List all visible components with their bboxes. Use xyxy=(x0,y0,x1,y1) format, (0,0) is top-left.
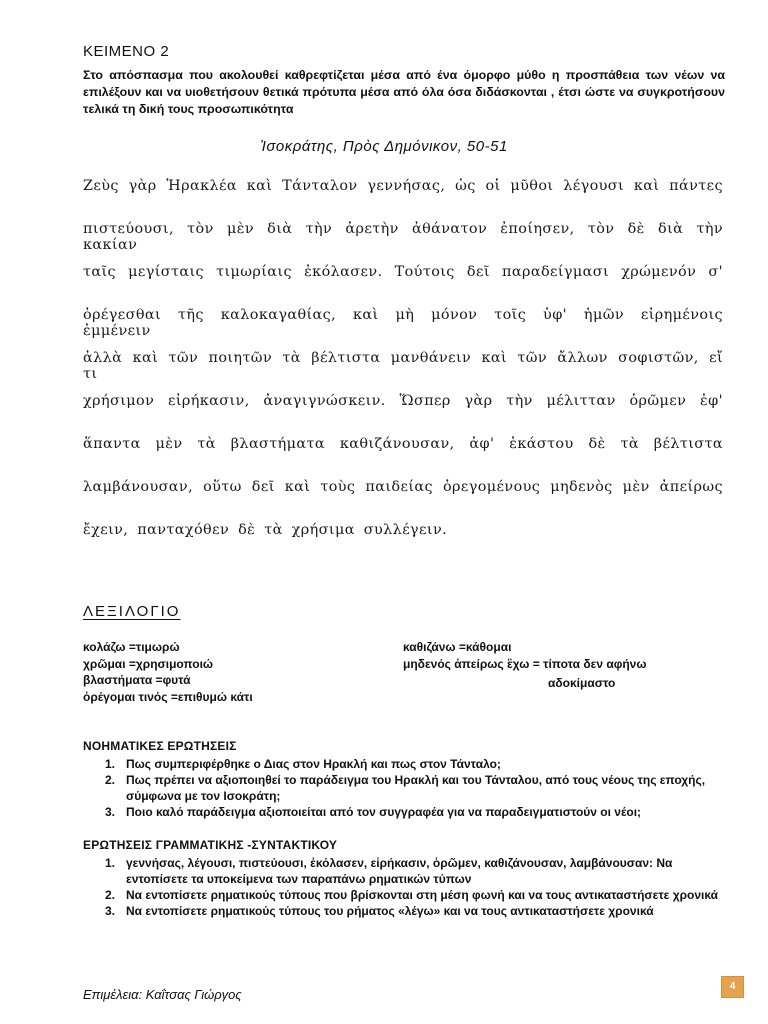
glossary-entry: χρῶμαι =χρησιμοποιώ xyxy=(83,656,214,671)
question-text: Πως συμπεριφέρθηκε ο Διας στον Ηρακλή και πως στον Τάνταλο; xyxy=(126,757,501,771)
passage-line: χρήσιμον εἰρήκασιν, ἀναγιγνώσκειν. Ὥσπερ γὰρ τὴν μέλιτταν ὁρῶμεν ἐφ' xyxy=(83,393,723,409)
question-number: 2. xyxy=(105,888,116,902)
passage-line: Ζεὺς γὰρ Ἡρακλέα καὶ Τάνταλον γεννήσας, ὡς οἱ μῦθοι λέγουσι καὶ πάντες xyxy=(83,178,723,194)
glossary-entry: βλαστήματα =φυτά xyxy=(83,673,191,687)
question-item xyxy=(83,756,728,772)
passage-line: ὀρέγεσθαι τῆς καλοκαγαθίας, καὶ μὴ μόνον τοῖς ὑφ' ἡμῶν εἰρημένοις ἐμμένειν xyxy=(83,307,723,339)
question-number: 3. xyxy=(105,805,116,819)
comprehension-questions-title: ΝΟΗΜΑΤΙΚΕΣ ΕΡΩΤΗΣΕΙΣ xyxy=(83,739,237,753)
question-item xyxy=(83,855,728,887)
glossary-left-column xyxy=(83,639,253,705)
question-number: 1. xyxy=(105,856,116,870)
intro-text: Στο απόσπασμα που ακολουθεί καθρεφτίζεται μέσα από ένα όμορφο μύθο η προσπάθεια των νέων να επιλέξουν και να υιοθετήσουν θετικά πρότυπα μέσα από όλα όσα διδάσκονται , έτσι ώστε να συγκροτήσουν τελικά τη δική τους προσωπικότητα xyxy=(83,68,725,116)
glossary-entry-continuation: αδοκίμαστο xyxy=(548,676,616,690)
page-number-badge: 4 xyxy=(721,976,744,998)
question-number: 2. xyxy=(105,773,116,787)
passage-line: λαμβάνουσαν, οὕτω δεῖ καὶ τοὺς παιδείας ὀρεγομένους μηδενὸς μὲν ἀπείρως xyxy=(83,479,723,495)
question-item xyxy=(83,804,728,820)
question-number: 3. xyxy=(105,904,116,918)
question-text: Να εντοπίσετε ρηματικούς τύπους που βρίσκονται στη μέση φωνή και να τους αντικαταστήσετε χρονικά xyxy=(126,888,719,902)
passage-line: πιστεύουσι, τὸν μὲν διὰ τὴν ἀρετὴν ἀθάνατον ἐποίησεν, τὸν δὲ διὰ τὴν κακίαν xyxy=(83,221,723,253)
glossary-entry: κολάζω =τιμωρώ xyxy=(83,640,180,654)
passage-line: ἔχειν, πανταχόθεν δὲ τὰ χρήσιμα συλλέγειν. xyxy=(83,522,448,538)
glossary-entry: μηδενός ἀπείρως ἒχω = τίποτα δεν αφήνω xyxy=(403,656,647,671)
question-text: Ποιο καλό παράδειγμα αξιοποιείται από τον συγγραφέα για να παραδειγματιστούν οι νέοι; xyxy=(126,805,642,819)
footer-credit: Επιμέλεια: Καΐτσας Γιώργος xyxy=(83,987,242,1002)
passage-line: ἀλλὰ καὶ τῶν ποιητῶν τὰ βέλτιστα μανθάνειν καὶ τῶν ἄλλων σοφιστῶν, εἴ τι xyxy=(83,350,723,382)
question-item xyxy=(83,903,728,919)
glossary-right-column xyxy=(403,639,646,672)
question-text: Πως πρέπει να αξιοποιηθεί το παράδειγμα του Ηρακλή και του Τάνταλου, από τους νέους της εποχής, σύμφωνα με τον Ισοκράτη; xyxy=(126,773,706,803)
passage-line: ταῖς μεγίσταις τιμωρίαις ἐκόλασεν. Τούτοις δεῖ παραδείγμασι χρώμενόν σ' xyxy=(83,264,723,280)
grammar-questions-title: ΕΡΩΤΗΣΕΙΣ ΓΡΑΜΜΑΤΙΚΗΣ -ΣΥΝΤΑΚΤΙΚΟΥ xyxy=(83,838,338,852)
section-heading: ΚΕΙΜΕΝΟ 2 xyxy=(83,43,170,60)
question-item xyxy=(83,887,728,903)
grammar-questions-list xyxy=(83,855,728,919)
glossary-title: ΛΕΞΙΛΟΓΙΟ xyxy=(83,603,181,620)
glossary-entry: καθιζάνω =κάθομαι xyxy=(403,640,512,654)
source-title: Ἰσοκράτης, Πρὸς Δημόνικον, 50-51 xyxy=(260,138,508,155)
question-item xyxy=(83,772,728,804)
glossary-entry: ὀρέγομαι τινός =επιθυμώ κάτι xyxy=(83,689,253,704)
question-number: 1. xyxy=(105,757,116,771)
comprehension-questions-list xyxy=(83,756,728,820)
passage-line: ἅπαντα μὲν τὰ βλαστήματα καθιζάνουσαν, ἀφ' ἑκάστου δὲ τὰ βέλτιστα xyxy=(83,436,723,452)
question-text: Να εντοπίσετε ρηματικούς τύπους του ρήματος «λέγω» και να τους αντικαταστήσετε χρονικά xyxy=(126,904,654,918)
question-text: γεννήσας, λέγουσι, πιστεύουσι, ἐκόλασεν, εἰρήκασιν, ὁρῶμεν, καθιζάνουσαν, λαμβάνουσαν: Να εντοπίσετε τα υποκείμενα των παραπάνω ρηματικών τύπων xyxy=(126,856,673,886)
